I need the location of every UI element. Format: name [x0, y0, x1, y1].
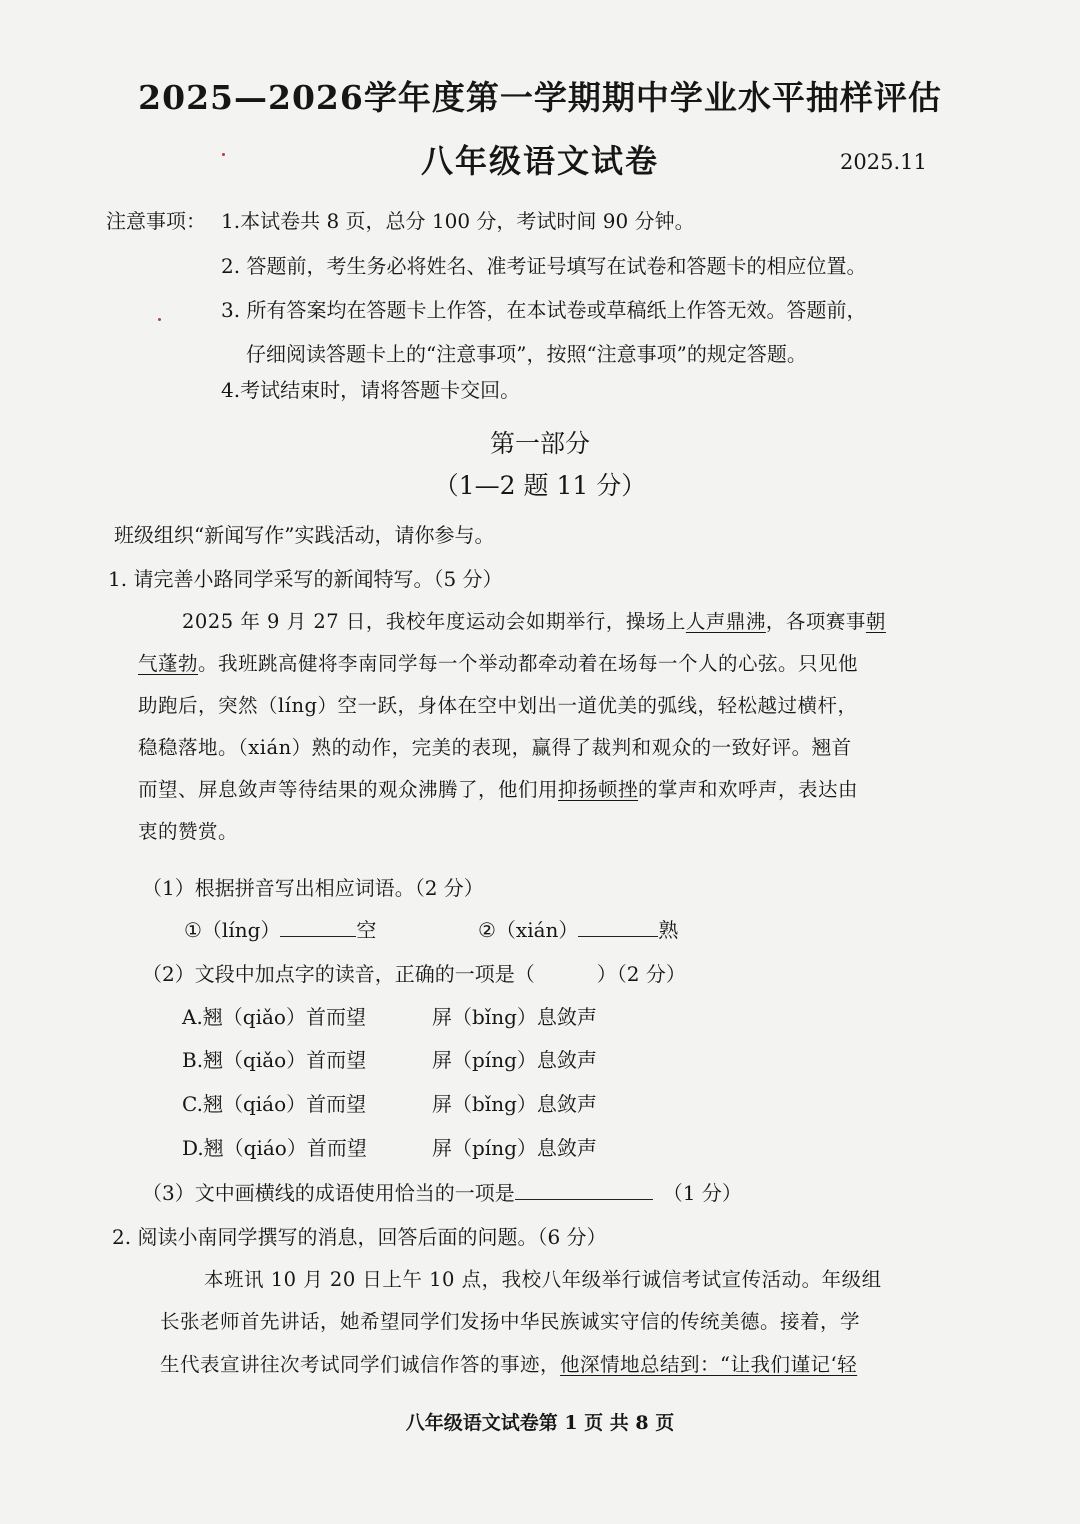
option-a-right[interactable]: 屏（bǐng）息敛声 — [432, 1005, 597, 1029]
part-heading: 第一部分 — [489, 429, 590, 458]
question-1-stem: 1. 请完善小路同学采写的新闻特写。（5 分） — [108, 567, 503, 591]
notice-item: 仔细阅读答题卡上的“注意事项”，按照“注意事项”的规定答题。 — [246, 342, 807, 366]
exam-subtitle: 八年级语文试卷 — [420, 142, 659, 180]
passage-line: 长张老师首先讲话，她希望同学们发扬中华民族诚实守信的传统美德。接着，学 — [160, 1310, 861, 1333]
option-b-left[interactable]: B.翘（qiǎo）首而望 — [182, 1048, 367, 1072]
option-b-right[interactable]: 屏（píng）息敛声 — [432, 1048, 597, 1072]
passage-line: 生代表宣讲往次考试同学们诚信作答的事迹，他深情地总结到：“让我们谨记‘轻 — [160, 1353, 858, 1376]
passage-line: 衷的赞赏。 — [138, 820, 239, 843]
passage-line: 而望、屏息敛声等待结果的观众沸腾了，他们用抑扬顿挫的掌声和欢呼声，表达由 — [138, 778, 859, 801]
pinyin-item-a: ①（líng） 空 — [184, 918, 377, 942]
passage-line: 稳稳落地。（xián）熟的动作，完美的表现，赢得了裁判和观众的一致好评。翘首 — [138, 736, 852, 759]
page-footer: 八年级语文试卷第 1 页 共 8 页 — [405, 1412, 675, 1434]
sub-question-3-stem: （3）文中画横线的成语使用恰当的一项是 （1 分） — [142, 1181, 742, 1205]
answer-blank[interactable] — [280, 916, 356, 937]
underlined-idiom: 人声鼎沸 — [685, 610, 766, 633]
option-c-right[interactable]: 屏（bǐng）息敛声 — [432, 1092, 597, 1116]
notice-item: 4.考试结束时，请将答题卡交回。 — [221, 378, 521, 402]
pinyin-item-b: ②（xián） 熟 — [478, 918, 679, 942]
option-a-left[interactable]: A.翘（qiǎo）首而望 — [182, 1005, 366, 1029]
option-d-right[interactable]: 屏（píng）息敛声 — [432, 1136, 597, 1160]
option-c-left[interactable]: C.翘（qiáo）首而望 — [182, 1092, 367, 1116]
underlined-idiom: 气蓬勃 — [138, 652, 199, 675]
sub-question-1-stem: （1）根据拼音写出相应词语。（2 分） — [142, 876, 484, 900]
notice-item: 1.本试卷共 8 页，总分 100 分，考试时间 90 分钟。 — [221, 209, 695, 233]
ink-speck — [158, 318, 161, 321]
option-d-left[interactable]: D.翘（qiáo）首而望 — [182, 1136, 367, 1160]
notice-item: 2. 答题前，考生务必将姓名、准考证号填写在试卷和答题卡的相应位置。 — [221, 254, 867, 278]
answer-blank[interactable] — [515, 1179, 653, 1200]
underlined-idiom: 朝 — [865, 610, 886, 633]
passage-line: 2025 年 9 月 27 日，我校年度运动会如期举行，操场上人声鼎沸，各项赛事朝 — [182, 610, 886, 633]
part-intro: 班级组织“新闻写作”实践活动，请你参与。 — [114, 523, 495, 547]
exam-title: 2025—2026学年度第一学期期中学业水平抽样评估 — [138, 78, 942, 117]
sub-question-2-stem: （2）文段中加点字的读音，正确的一项是（ ）（2 分） — [142, 962, 686, 986]
part-range: （1—2 题 11 分） — [433, 471, 647, 500]
passage-line: 助跑后，突然（líng）空一跃，身体在空中划出一道优美的弧线，轻松越过横杆， — [138, 694, 858, 717]
answer-blank[interactable] — [578, 916, 658, 937]
passage-line: 本班讯 10 月 20 日上午 10 点，我校八年级举行诚信考试宣传活动。年级组 — [204, 1268, 882, 1291]
underlined-sentence: 他深情地总结到：“让我们谨记‘轻 — [560, 1353, 858, 1376]
underlined-idiom: 抑扬顿挫 — [558, 778, 639, 801]
notice-item: 3. 所有答案均在答题卡上作答，在本试卷或草稿纸上作答无效。答题前， — [221, 298, 867, 322]
question-2-stem: 2. 阅读小南同学撰写的消息，回答后面的问题。（6 分） — [112, 1225, 607, 1249]
exam-date: 2025.11 — [840, 150, 927, 174]
notice-label: 注意事项： — [106, 209, 206, 233]
passage-line: 气蓬勃。我班跳高健将李南同学每一个举动都牵动着在场每一个人的心弦。只见他 — [138, 652, 859, 675]
